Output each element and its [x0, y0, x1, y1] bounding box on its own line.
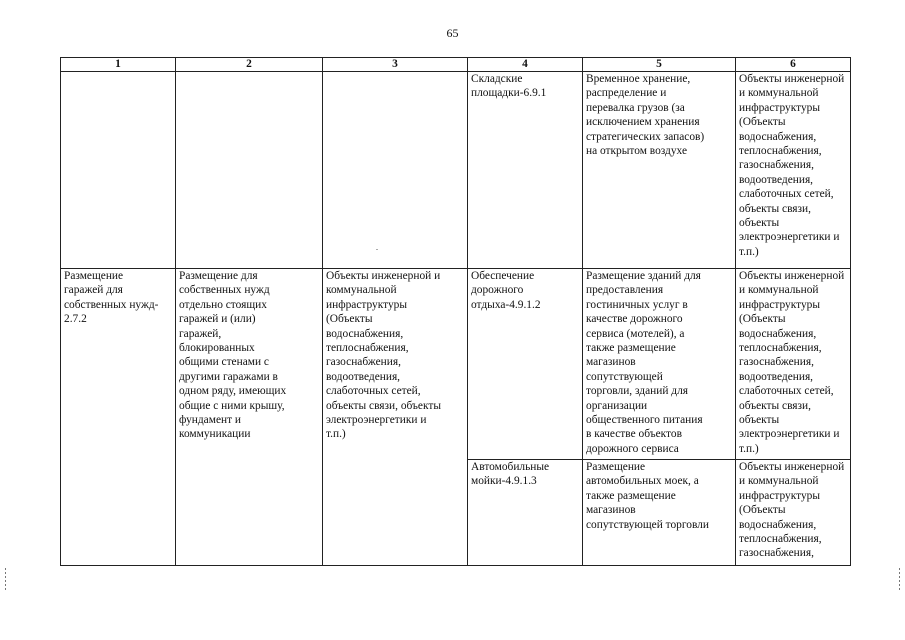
column-header: 1 [61, 58, 176, 72]
table-cell-description [583, 72, 736, 269]
main-infrastructure-text: Объекты инженерной и коммунальной инфраструктуры (Объекты водоснабжения, теплоснабжения, газоснабжения, водоотведения, слаботочных сетей, объекты связи, объекты электроэнергетики и т.п.) [326, 270, 441, 441]
use-type-text: Складские площадки-6.9.1 [471, 73, 547, 100]
table-cell-empty [61, 72, 176, 269]
table-cell-infrastructure [736, 269, 851, 460]
column-header: 3 [323, 58, 468, 72]
page-number: 65 [446, 26, 459, 40]
main-use-text: Размещение гаражей для собственных нужд- 2.7.2 [64, 270, 159, 326]
table-cell-main-description [176, 269, 323, 566]
table-cell-infrastructure [736, 72, 851, 269]
land-use-table [60, 57, 851, 566]
table-row [61, 269, 851, 460]
use-type-text: Обеспечение дорожного отдыха-4.9.1.2 [471, 270, 541, 311]
table-cell-description [583, 269, 736, 460]
infrastructure-text: Объекты инженерной и коммунальной инфраструктуры (Объекты водоснабжения, теплоснабжения, газоснабжения, [739, 461, 845, 560]
table-cell-use-type [468, 72, 583, 269]
description-text: Временное хранение, распределение и перевалка грузов (за исключением хранения стратегических запасов) на открытом воздухе [586, 73, 705, 158]
table-header-row [61, 58, 851, 72]
table-cell-use-type [468, 269, 583, 460]
column-header: 2 [176, 58, 323, 72]
description-text: Размещение автомобильных моек, а также размещение магазинов сопутствующей торговли [586, 461, 709, 531]
use-type-text: Автомобильные мойки-4.9.1.3 [471, 461, 550, 488]
column-header: 4 [468, 58, 583, 72]
table-cell-use-type [468, 460, 583, 566]
table-cell-main-use [61, 269, 176, 566]
table-row [61, 72, 851, 269]
table-cell-empty [176, 72, 323, 269]
main-description-text: Размещение для собственных нужд отдельно стоящих гаражей и (или) гаражей, блокированных общими стенами с другими гаражами в одном ряду, имеющих общие с ними крышу, фундамент и коммуникации [179, 270, 287, 441]
table-cell-main-infrastructure [323, 269, 468, 566]
column-header: 5 [583, 58, 736, 72]
table-cell-empty [323, 72, 468, 269]
table-cell-description [583, 460, 736, 566]
scan-speck [376, 249, 378, 250]
infrastructure-text: Объекты инженерной и коммунальной инфраструктуры (Объекты водоснабжения, теплоснабжения, газоснабжения, водоотведения, слаботочных сетей, объекты связи, объекты электроэнергетики и т.п.) [739, 73, 845, 258]
infrastructure-text: Объекты инженерной и коммунальной инфраструктуры (Объекты водоснабжения, теплоснабжения, газоснабжения, водоотведения, слаботочных сетей, объекты связи, объекты электроэнергетики и т.п.) [739, 270, 845, 455]
column-header: 6 [736, 58, 851, 72]
scan-edge-mark [5, 568, 6, 590]
scan-edge-mark [899, 568, 900, 590]
description-text: Размещение зданий для предоставления гостиничных услуг в качестве дорожного сервиса (мотелей), а также размещение магазинов сопутствующей торговли, зданий для организации общественного питания в качестве объектов дорожного сервиса [586, 270, 703, 455]
table-cell-infrastructure [736, 460, 851, 566]
